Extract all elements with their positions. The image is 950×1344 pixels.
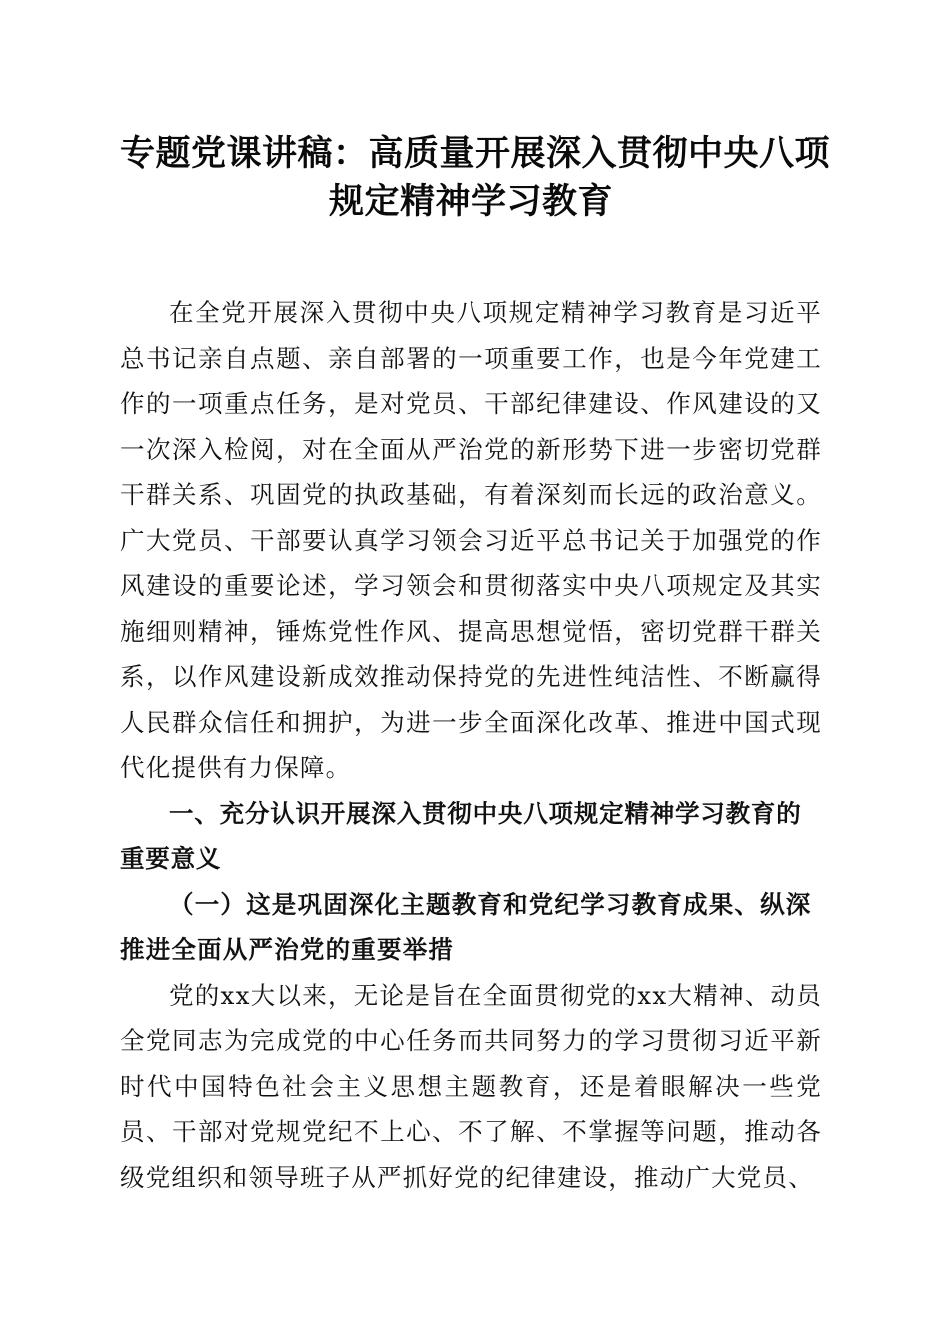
subsection-heading-1: （一）这是巩固深化主题教育和党纪学习教育成果、纵深推进全面从严治党的重要举措 (120, 889, 812, 964)
title-line-1: 专题党课讲稿：高质量开展深入贯彻中央八项 (120, 133, 831, 174)
title-line-2: 规定精神学习教育 (328, 181, 613, 222)
section-heading-1: 一、充分认识开展深入贯彻中央八项规定精神学习教育的重要意义 (120, 798, 802, 873)
document-page (120, 130, 831, 1200)
document-body (120, 290, 822, 1200)
document-title (120, 130, 831, 226)
intro-paragraph: 在全党开展深入贯彻中央八项规定精神学习教育是习近平总书记亲自点题、亲自部署的一项重要工作，也是今年党建工作的一项重点任务，是对党员、干部纪律建设、作风建设的又一次深入检阅，对在全面从严治党的新形势下进一步密切党群干群关系、巩固党的执政基础，有着深刻而长远的政治意义。广大党员、干部要认真学习领会习近平总书记关于加强党的作风建设的重要论述，学习领会和贯彻落实中央八项规定及其实施细则精神，锤炼党性作风、提高思想觉悟，密切党群干群关系，以作风建设新成效推动保持党的先进性纯洁性、不断赢得人民群众信任和拥护，为进一步全面深化改革、推进中国式现代化提供有力保障。 (120, 298, 822, 782)
body-paragraph-2: 党的xx大以来，无论是旨在全面贯彻党的xx大精神、动员全党同志为完成党的中心任务而共同努力的学习贯彻习近平新时代中国特色社会主义思想主题教育，还是着眼解决一些党员、干部对党规党纪不上心、不了解、不掌握等问题，推动各级党组织和领导班子从严抓好党的纪律建设，推动广大党员、 (120, 980, 822, 1192)
